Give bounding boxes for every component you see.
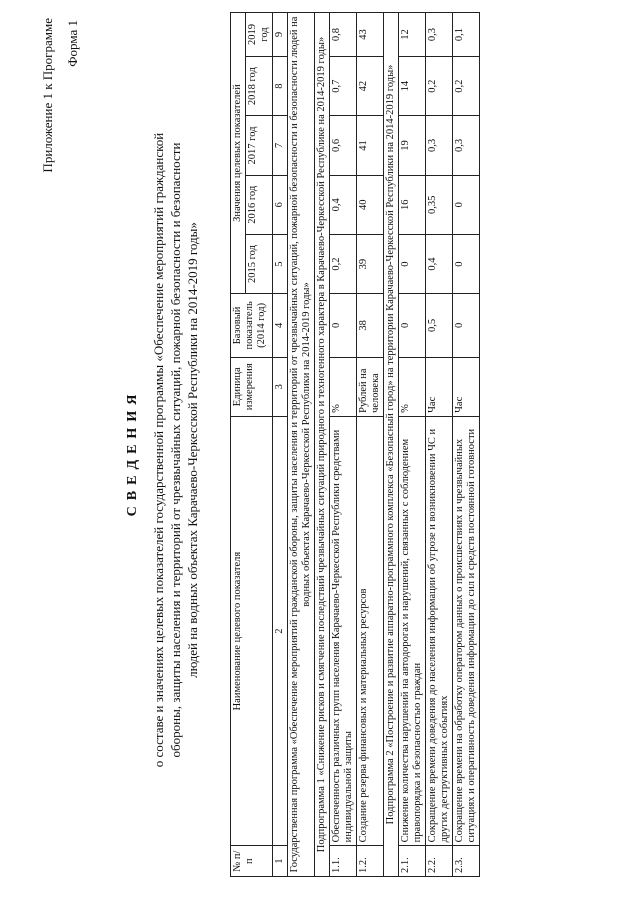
section-title: Подпрограмма 2 «Построение и развитие аппаратно-программного комплекса «Безопасный город» на территории Карачаево-Черкесской Республики на 2014-2019 годы» <box>384 13 399 877</box>
row-value: 0 <box>453 175 480 234</box>
section-title: Подпрограмма 1 «Снижение рисков и смягчение последствий чрезвычайных ситуаций природного и техногенного характера в Карачаево-Черкесской Республике на 2014-2019 годы» <box>315 13 330 877</box>
header-values: Значения целевых показателей <box>231 13 246 294</box>
table-row <box>399 13 426 877</box>
row-value: 0,35 <box>426 175 453 234</box>
row-value: 43 <box>357 13 384 57</box>
table-row <box>453 13 480 877</box>
table-row <box>357 13 384 877</box>
header-row-1 <box>231 13 246 877</box>
header-name: Наименование целевого показателя <box>231 416 273 845</box>
row-value: 0,3 <box>426 13 453 57</box>
table-row <box>426 13 453 877</box>
row-value: 0,7 <box>330 57 357 116</box>
row-base: 0 <box>399 294 426 357</box>
section-row-subprogram-2 <box>384 13 399 877</box>
row-value: 0,3 <box>426 116 453 175</box>
row-unit: Час <box>453 357 480 416</box>
document-subtitle: о составе и значениях целевых показателей государственной программы «Обеспечение мероприятий гражданской обороны, защиты населения и территорий от чрезвычайных ситуаций, пожарной безопасности и безопасности людей на водных объектах Карачаево-Черкесской Республики на 2014-2019 годы» <box>151 132 200 768</box>
row-value: 42 <box>357 57 384 116</box>
row-unit: % <box>330 357 357 416</box>
col-index: 8 <box>273 57 288 116</box>
header-year: 2019 год <box>246 13 273 57</box>
indicators-table <box>230 12 480 877</box>
row-value: 12 <box>399 13 426 57</box>
row-value: 16 <box>399 175 426 234</box>
row-base: 38 <box>357 294 384 357</box>
row-value: 0 <box>399 234 426 293</box>
section-row-program <box>288 13 315 877</box>
row-value: 40 <box>357 175 384 234</box>
row-value: 41 <box>357 116 384 175</box>
row-value: 0,1 <box>453 13 480 57</box>
header-year: 2017 год <box>246 116 273 175</box>
col-index: 1 <box>273 846 288 877</box>
header-year: 2018 год <box>246 57 273 116</box>
col-index: 5 <box>273 234 288 293</box>
row-value: 0 <box>453 234 480 293</box>
col-index: 9 <box>273 13 288 57</box>
header-unit: Единица измерения <box>231 357 273 416</box>
row-num: 2.2. <box>426 846 453 877</box>
row-value: 0,2 <box>330 234 357 293</box>
col-index: 6 <box>273 175 288 234</box>
row-name: Обеспеченность различных групп населения Карачаево-Черкесской Республики средствами индивидуальной защиты <box>330 416 357 845</box>
col-index: 3 <box>273 357 288 416</box>
row-name: Создание резерва финансовых и материальных ресурсов <box>357 416 384 845</box>
row-value: 39 <box>357 234 384 293</box>
row-num: 2.3. <box>453 846 480 877</box>
row-value: 0,6 <box>330 116 357 175</box>
annex-label: Приложение 1 к Программе <box>40 18 55 173</box>
row-num: 2.1. <box>399 846 426 877</box>
col-index: 4 <box>273 294 288 357</box>
row-base: 0 <box>453 294 480 357</box>
section-row-subprogram-1 <box>315 13 330 877</box>
row-num: 1.2. <box>357 846 384 877</box>
index-row <box>273 13 288 877</box>
document-title: СВЕДЕНИЯ <box>125 388 140 517</box>
col-index: 2 <box>273 416 288 845</box>
row-unit: % <box>399 357 426 416</box>
col-index: 7 <box>273 116 288 175</box>
row-value: 19 <box>399 116 426 175</box>
header-year: 2016 год <box>246 175 273 234</box>
header-base: Базовый показатель (2014 год) <box>231 294 273 357</box>
row-name: Сокращение времени на обработку оператором данных о происшествиях и чрезвычайных ситуациях и оперативность доведения информации до сил и средств постоянной готовности <box>453 416 480 845</box>
table-row <box>330 13 357 877</box>
row-value: 0,2 <box>426 57 453 116</box>
row-name: Сокращение времени доведения до населения информации об угрозе и возникновении ЧС и других деструктивных событиях <box>426 416 453 845</box>
header-year: 2015 год <box>246 234 273 293</box>
row-name: Снижение количества нарушений на автодорогах и нарушений, связанных с соблюдением правопорядка и безопасностью граждан <box>399 416 426 845</box>
form-label: Форма 1 <box>65 20 80 67</box>
row-base: 0 <box>330 294 357 357</box>
row-value: 0,2 <box>453 57 480 116</box>
row-unit: Рублей на человека <box>357 357 384 416</box>
header-num: № п/п <box>231 846 273 877</box>
row-value: 0,4 <box>426 234 453 293</box>
row-unit: Час <box>426 357 453 416</box>
row-num: 1.1. <box>330 846 357 877</box>
row-value: 0,4 <box>330 175 357 234</box>
row-base: 0,5 <box>426 294 453 357</box>
row-value: 14 <box>399 57 426 116</box>
row-value: 0,3 <box>453 116 480 175</box>
section-title: Государственная программа «Обеспечение мероприятий гражданской обороны, защиты населения и территорий от чрезвычайных ситуаций, пожарной безопасности и безопасности людей на водных объектах Карачаево-Черкесской Республики на 2014-2019 годы» <box>288 13 315 877</box>
row-value: 0,8 <box>330 13 357 57</box>
